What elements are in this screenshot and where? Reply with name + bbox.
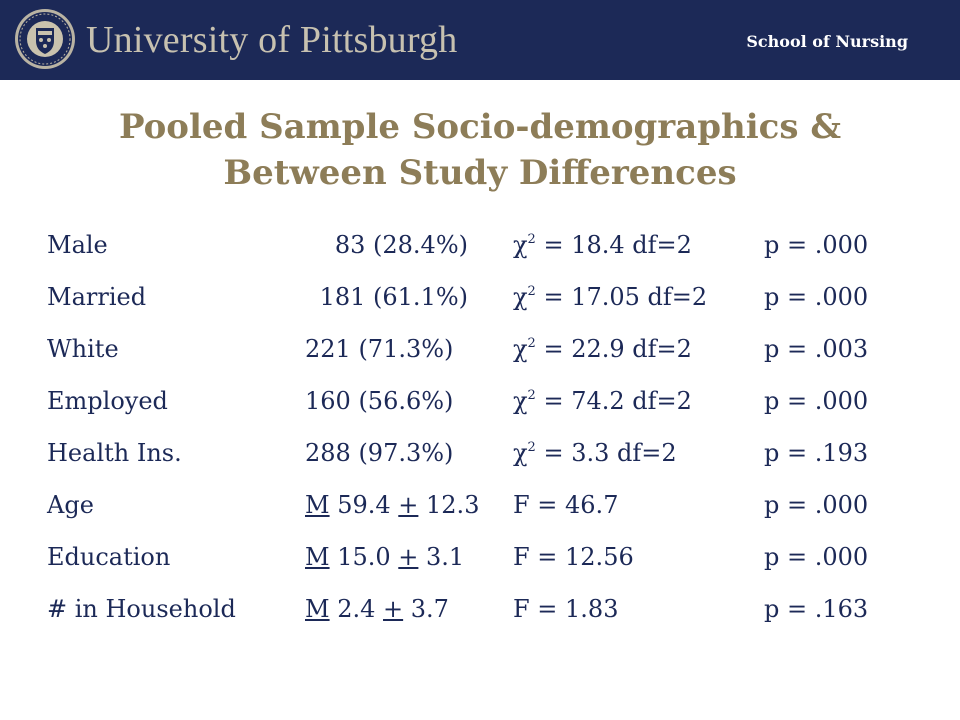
sd-value: 12.3: [418, 491, 480, 519]
row-label: Employed: [47, 387, 168, 415]
row-value: [305, 491, 479, 519]
sd-value: 3.1: [418, 543, 465, 571]
chi-symbol: χ: [513, 335, 528, 363]
row-value: 221 (71.3%): [305, 335, 454, 363]
row-label: Married: [47, 283, 147, 311]
row-value: [305, 595, 449, 623]
row-p-value: p = .000: [764, 491, 869, 519]
table-row: [0, 595, 960, 635]
table-row: [0, 439, 960, 479]
mean-symbol: M: [305, 491, 330, 519]
row-label: Male: [47, 231, 108, 259]
chi-superscript: 2: [527, 336, 536, 351]
chi-superscript: 2: [527, 284, 536, 299]
row-label: Age: [47, 491, 94, 519]
chi-symbol: χ: [513, 283, 528, 311]
row-label: # in Household: [47, 595, 236, 623]
university-name: University of Pittsburgh: [86, 19, 458, 61]
chi-superscript: 2: [527, 388, 536, 403]
row-statistic: [513, 387, 692, 415]
chi-symbol: χ: [513, 439, 528, 467]
school-name: School of Nursing: [746, 32, 908, 51]
chi-symbol: χ: [513, 231, 528, 259]
table-row: [0, 231, 960, 271]
mean-value: 2.4: [329, 595, 384, 623]
row-p-value: p = .000: [764, 387, 869, 415]
row-p-value: p = .000: [764, 543, 869, 571]
row-value: 160 (56.6%): [305, 387, 454, 415]
title-line-2: Between Study Differences: [223, 153, 737, 193]
row-statistic: F = 46.7: [513, 491, 619, 519]
chi-superscript: 2: [527, 232, 536, 247]
plus-minus-symbol: +: [383, 595, 404, 623]
row-value: 83 (28.4%): [334, 231, 468, 259]
row-p-value: p = .003: [764, 335, 869, 363]
plus-minus-symbol: +: [398, 543, 419, 571]
statistic-text: = 22.9 df=2: [535, 335, 692, 363]
row-statistic: F = 12.56: [513, 543, 634, 571]
table-row: [0, 335, 960, 375]
row-value: [305, 543, 464, 571]
row-statistic: [513, 231, 692, 259]
chi-superscript: 2: [527, 440, 536, 455]
table-row: [0, 387, 960, 427]
title-line-1: Pooled Sample Socio-demographics &: [118, 107, 842, 147]
mean-symbol: M: [305, 543, 330, 571]
row-value: 181 (61.1%): [319, 283, 468, 311]
slide-title: [40, 104, 920, 196]
row-p-value: p = .163: [764, 595, 869, 623]
row-label: Health Ins.: [47, 439, 182, 467]
row-value: 288 (97.3%): [305, 439, 454, 467]
plus-minus-symbol: +: [398, 491, 419, 519]
row-p-value: p = .193: [764, 439, 869, 467]
table-row: [0, 543, 960, 583]
table-row: [0, 283, 960, 323]
statistic-text: = 74.2 df=2: [535, 387, 692, 415]
row-statistic: [513, 283, 707, 311]
row-label: Education: [47, 543, 171, 571]
row-label: White: [47, 335, 119, 363]
sd-value: 3.7: [403, 595, 449, 623]
row-statistic: [513, 335, 692, 363]
chi-symbol: χ: [513, 387, 528, 415]
row-p-value: p = .000: [764, 283, 869, 311]
statistic-text: = 18.4 df=2: [535, 231, 692, 259]
row-statistic: [513, 439, 677, 467]
university-seal-icon: [14, 8, 76, 70]
mean-symbol: M: [305, 595, 330, 623]
statistic-text: = 17.05 df=2: [535, 283, 708, 311]
row-statistic: F = 1.83: [513, 595, 619, 623]
mean-value: 59.4: [329, 491, 399, 519]
table-row: [0, 491, 960, 531]
header-banner: [0, 0, 960, 80]
statistic-text: = 3.3 df=2: [535, 439, 677, 467]
row-p-value: p = .000: [764, 231, 869, 259]
mean-value: 15.0: [329, 543, 399, 571]
